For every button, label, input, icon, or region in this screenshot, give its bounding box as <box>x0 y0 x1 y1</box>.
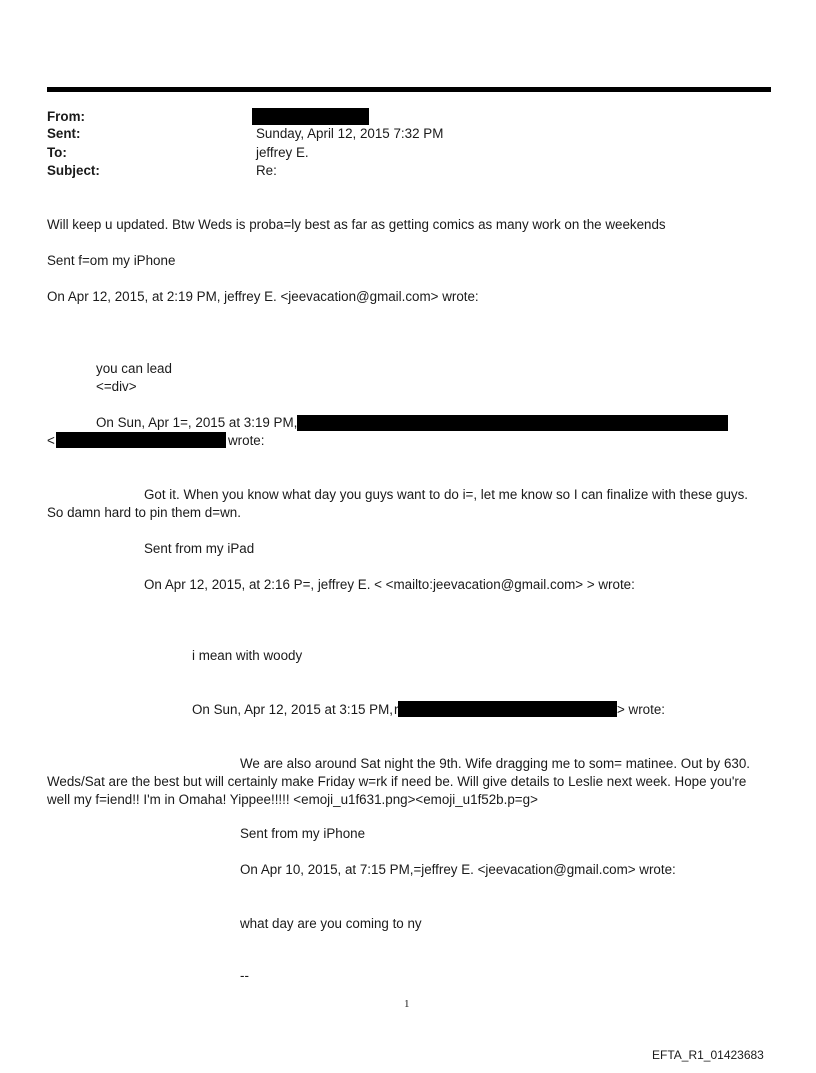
body-line-1: Will keep u updated. Btw Weds is proba=ly best as far as getting comics as many work on the weekends <box>47 217 666 232</box>
quote3-r: r <box>394 702 399 717</box>
redacted-email-1 <box>56 432 226 448</box>
footer-doc-id: EFTA_R1_01423683 <box>652 1048 764 1062</box>
sent-label: Sent: <box>47 126 81 141</box>
quote5-line-1: what day are you coming to ny <box>240 916 422 931</box>
quote1-line-2: <=div> <box>96 379 137 394</box>
quote5-signature: -- <box>240 968 249 983</box>
quote4-line-3: well my f=iend!! I'm in Omaha! Yippee!!!!! <emoji_u1f631.png><emoji_u1f52b.p=g> <box>47 792 538 807</box>
quote3-line-1: i mean with woody <box>192 648 303 663</box>
body-line-2: Sent f=om my iPhone <box>47 253 176 268</box>
subject-label: Subject: <box>47 163 100 178</box>
subject-value: Re: <box>256 163 277 178</box>
redacted-from <box>252 108 369 125</box>
page-number: 1 <box>404 998 410 1010</box>
redacted-sender-1 <box>297 415 728 431</box>
quote3-wrote: > wrote: <box>617 702 666 717</box>
quote1-on: On Sun, Apr 1=, 2015 at 3:19 PM, <box>96 415 298 430</box>
to-value: jeffrey E. <box>256 145 309 160</box>
from-label: From: <box>47 109 85 124</box>
quote2-on: On Apr 12, 2015, at 2:16 P=, jeffrey E. < <mailto:jeevacation@gmail.com> > wrote: <box>144 577 635 592</box>
quote2-sent: Sent from my iPad <box>144 541 255 556</box>
sent-value: Sunday, April 12, 2015 7:32 PM <box>256 126 444 141</box>
quote4-line-2: Weds/Sat are the best but will certainly make Friday w=rk if need be. Will give details to Leslie next week. Hope you're <box>47 774 747 789</box>
quote4-on: On Apr 10, 2015, at 7:15 PM,=jeffrey E. <jeevacation@gmail.com> wrote: <box>240 862 676 877</box>
quote2-line-1: Got it. When you know what day you guys want to do i=, let me know so I can finalize with these guys. <box>144 487 749 502</box>
quote4-line-1: We are also around Sat night the 9th. Wife dragging me to som= matinee. Out by 630. <box>240 756 751 771</box>
body-line-3: On Apr 12, 2015, at 2:19 PM, jeffrey E. <jeevacation@gmail.com> wrote: <box>47 289 479 304</box>
to-label: To: <box>47 145 67 160</box>
quote1-wrote: wrote: <box>228 433 265 448</box>
quote3-on: On Sun, Apr 12, 2015 at 3:15 PM, <box>192 702 393 717</box>
quote1-lt: < <box>47 433 55 448</box>
quote1-line-1: you can lead <box>96 361 172 376</box>
header-rule <box>47 87 771 92</box>
redacted-sender-2 <box>398 701 617 717</box>
quote4-sent: Sent from my iPhone <box>240 826 366 841</box>
quote2-line-2: So damn hard to pin them d=wn. <box>47 505 241 520</box>
